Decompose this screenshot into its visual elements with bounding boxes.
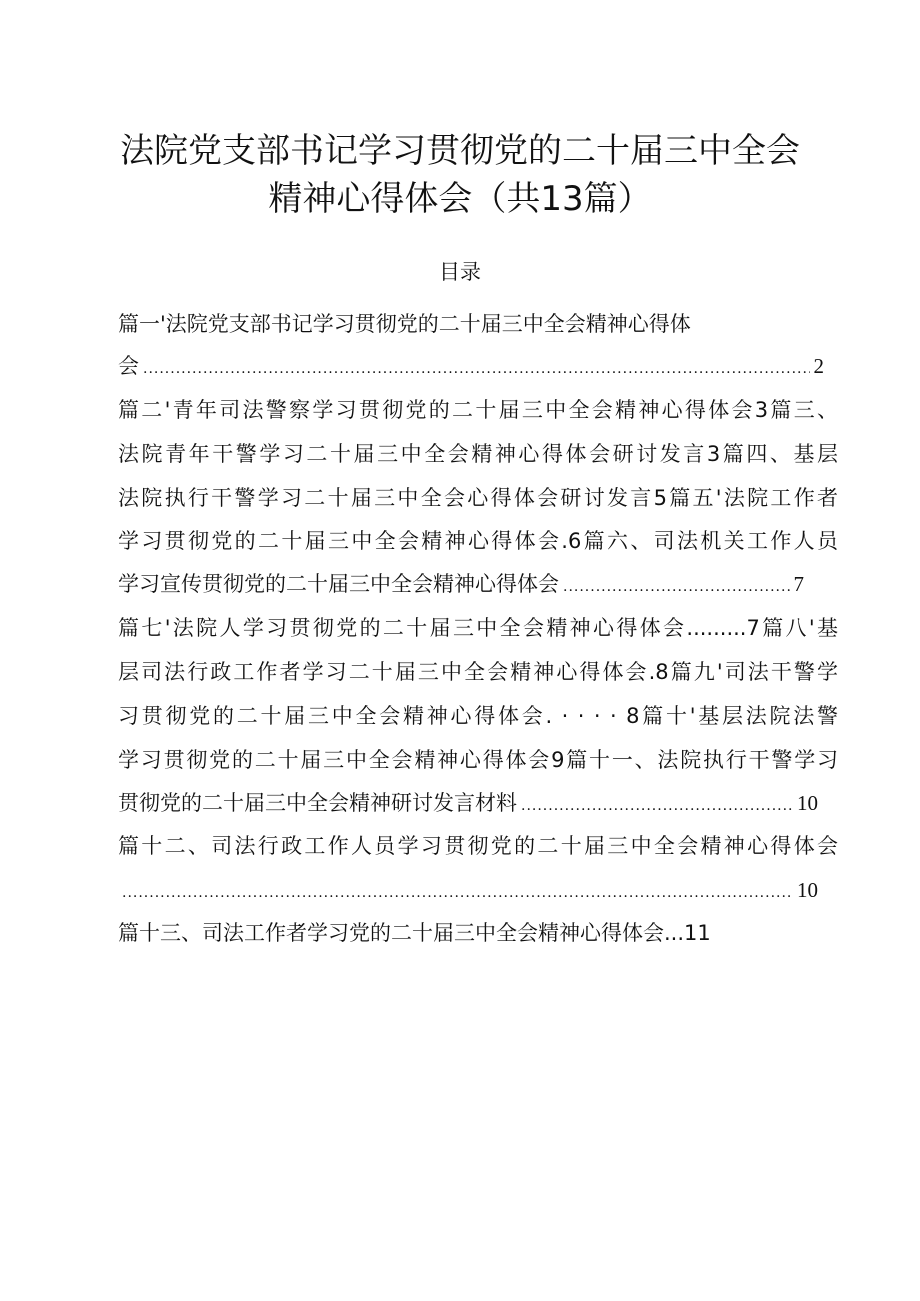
toc-page-number: 2 xyxy=(813,354,824,378)
toc-dot-leader xyxy=(122,879,793,907)
toc-page-number: 10 xyxy=(797,791,818,815)
toc-heading: 目录 xyxy=(439,260,481,284)
document-title-line-2: 精神心得体会（共13篇） xyxy=(268,179,652,219)
toc-page-number: 10 xyxy=(797,878,818,902)
toc-leader-line xyxy=(118,570,804,601)
toc-leader-line xyxy=(118,789,818,820)
toc-entry-text: 学习宣传贯彻党的二十届三中全会精神心得体会 xyxy=(118,572,559,596)
toc-entry-line: 篇七'法院人学习贯彻党的二十届三中全会精神心得体会.........7篇八'基 xyxy=(118,616,838,640)
toc-entry-line: 层司法行政工作者学习二十届三中全会精神心得体会.8篇九'司法干警学 xyxy=(118,660,838,684)
toc-leader-line xyxy=(118,352,824,383)
toc-page-number: 7 xyxy=(793,572,804,596)
toc-entry-line: 学习贯彻党的二十届三中全会精神心得体会.6篇六、司法机关工作人员 xyxy=(118,529,838,553)
toc-entry-line: 学习贯彻党的二十届三中全会精神心得体会9篇十一、法院执行干警学习 xyxy=(118,748,838,772)
toc-entry-line: 法院执行干警学习二十届三中全会心得体会研讨发言5篇五'法院工作者 xyxy=(118,486,838,510)
toc-entry-line: 篇二'青年司法警察学习贯彻党的二十届三中全会精神心得体会3篇三、 xyxy=(118,398,838,422)
toc-entry-line: 法院青年干警学习二十届三中全会精神心得体会研讨发言3篇四、基层 xyxy=(118,442,838,466)
toc-dot-leader xyxy=(143,355,810,383)
toc-leader-line xyxy=(118,876,818,907)
toc-entry-text: 会 xyxy=(118,354,139,378)
toc-dot-leader xyxy=(563,573,790,601)
toc-dot-leader xyxy=(521,792,793,820)
document-title-line-1: 法院党支部书记学习贯彻党的二十届三中全会 xyxy=(120,131,800,171)
toc-entry-line: 篇十二、司法行政工作人员学习贯彻党的二十届三中全会精神心得体会 xyxy=(118,834,838,858)
toc-entry-text: 贯彻党的二十届三中全会精神研讨发言材料 xyxy=(118,791,517,815)
toc-entry-line: 习贯彻党的二十届三中全会精神心得体会. · · · · 8篇十'基层法院法警 xyxy=(118,704,838,728)
toc-entry-line: 篇十三、司法工作者学习党的二十届三中全会精神心得体会...11 xyxy=(118,921,711,945)
toc-entry-line: 篇一'法院党支部书记学习贯彻党的二十届三中全会精神心得体 xyxy=(118,312,691,336)
